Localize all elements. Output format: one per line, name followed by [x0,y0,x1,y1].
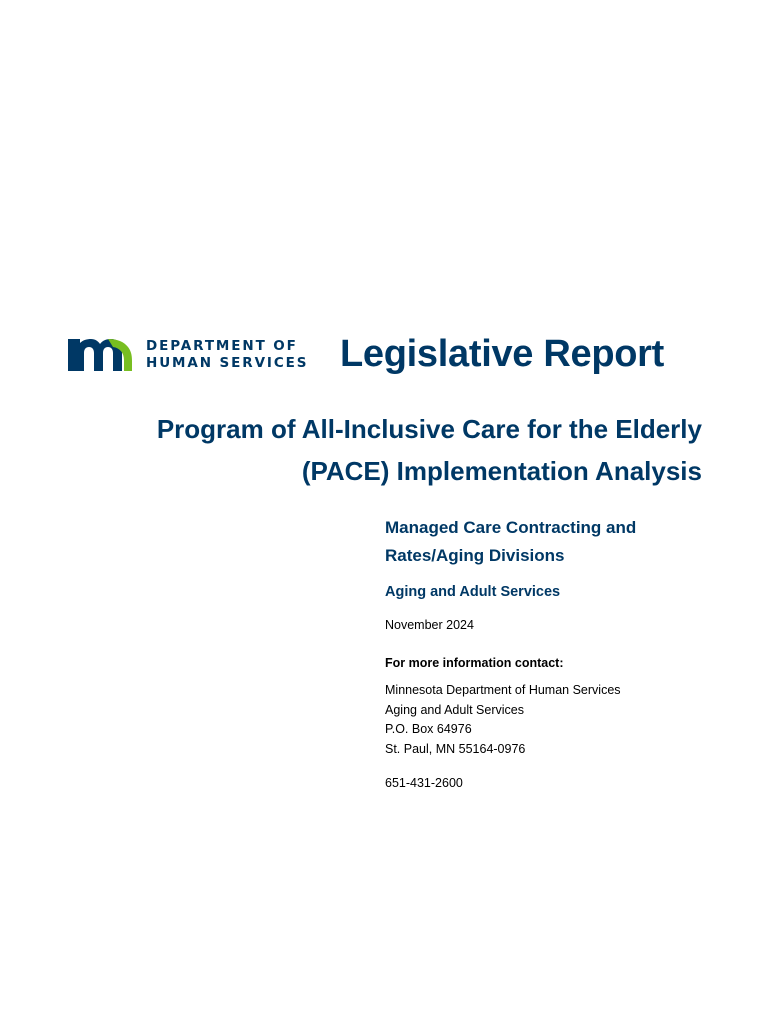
address-line-city: St. Paul, MN 55164-0976 [385,741,526,756]
contact-phone: 651-431-2600 [385,776,463,790]
subtitle-line-2: (PACE) Implementation Analysis [301,456,702,486]
logo-wordmark [146,338,308,372]
mn-logo-icon [68,339,136,371]
report-info-block [385,514,715,792]
divisions-line-2: Rates/Aging Divisions [385,546,565,565]
logo-line-2: HUMAN SERVICES [146,355,309,371]
dhs-logo [68,336,308,374]
report-title: Legislative Report [340,333,665,375]
report-date: November 2024 [385,618,474,632]
report-subtitle [102,408,702,492]
address-line-po-box: P.O. Box 64976 [385,722,472,736]
subtitle-line-1: Program of All-Inclusive Care for the Elderly [156,414,702,444]
group-heading: Aging and Adult Services [385,584,561,600]
contact-heading: For more information contact: [385,656,564,670]
address-line-org: Minnesota Department of Human Services [385,683,621,697]
divisions-heading [385,514,715,570]
logo-line-1: DEPARTMENT OF [146,338,298,354]
contact-address [385,681,715,759]
divisions-line-1: Managed Care Contracting and [385,518,637,537]
address-line-division: Aging and Adult Services [385,702,524,717]
